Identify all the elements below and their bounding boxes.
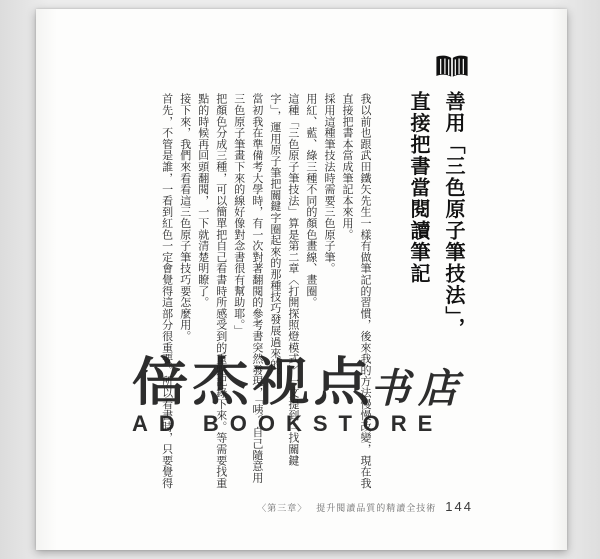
page-number: 144	[445, 499, 473, 514]
watermark-subtitle: AD BOOKSTORE	[132, 411, 444, 436]
page-footer	[257, 499, 473, 514]
chapter-heading	[400, 91, 470, 391]
body-paragraph: 這種「三色原子筆技法」算是第二章〈打開探照燈模式〉一文提到「找關鍵字」，運用原子筆把關鍵字圈起來的那種技巧發展過來的。	[268, 93, 299, 466]
chapter-title-line-2: 直接把書當閱讀筆記	[407, 91, 429, 285]
footer-chapter-title: 提升閱讀品質的精讀全技術	[316, 503, 437, 513]
watermark-shop-text: 书店	[370, 366, 467, 411]
open-book-icon	[435, 53, 469, 80]
body-paragraph: 接下來，我們來看看這三色原子筆技巧要怎麼用。	[178, 93, 191, 342]
chapter-title-line-1: 善用「三色原子筆技法」，	[442, 91, 464, 339]
body-paragraph: 採用這種筆技法時需要三色原子筆。	[322, 93, 335, 274]
body-text	[158, 93, 374, 491]
body-paragraph: 把顏色分成三種，可以簡單把自己看書時所感受到的重點記錄下來。等需要找重點的時候再回頭翻閱，一下就清楚明瞭了。	[196, 93, 227, 489]
book-page	[36, 9, 567, 550]
body-paragraph: 首先，不管是誰，一看到紅色一定會覺得這部分很重要。所以看書時，只要覺得	[160, 93, 173, 489]
body-paragraph: 我以前也跟武田鐵矢先生一樣有做筆記的習慣，後來我的方法慢慢改變，現在我直接把書本當成筆記本來用。	[340, 93, 371, 489]
footer-chapter-label: 〈第三章〉	[257, 503, 308, 513]
watermark-logo-text: 倍杰视点	[132, 354, 374, 412]
body-paragraph: 當初我在準備考大學時，有一次對著翻閱的參考書突然發現，「咦？自己隨意用三色原子筆畫下來的線好像對念書很有幫助耶。」	[232, 93, 263, 483]
body-paragraph: 用紅、藍、綠三種不同的顏色畫線、畫圈。	[304, 93, 317, 308]
